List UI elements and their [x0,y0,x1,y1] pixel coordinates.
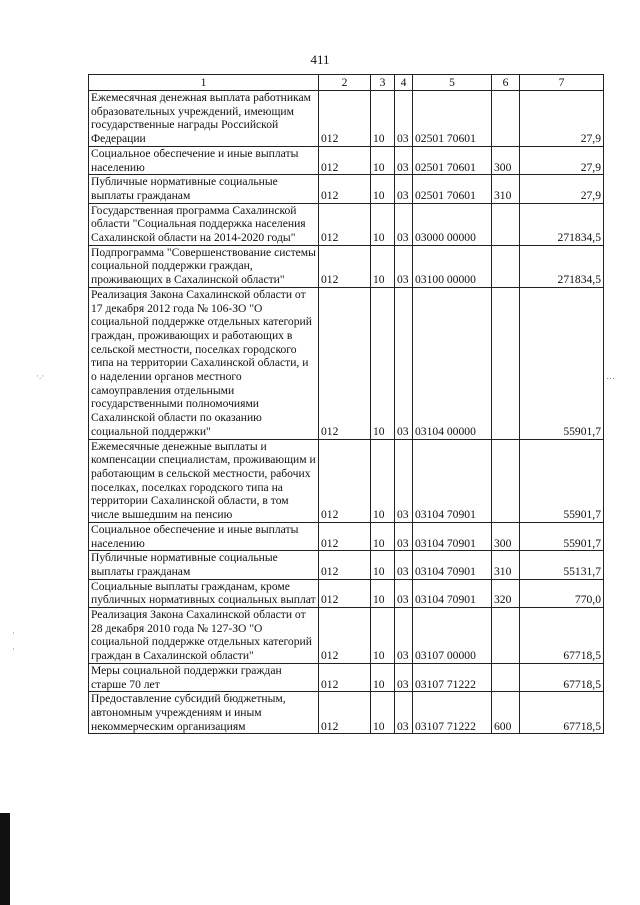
ministry-code: 012 [319,146,371,174]
expense-type-code [492,663,520,691]
expense-type-code: 310 [492,175,520,203]
expense-type-code: 600 [492,692,520,734]
amount: 55901,7 [520,439,604,522]
amount: 27,9 [520,91,604,147]
ministry-code: 012 [319,175,371,203]
ministry-code: 012 [319,579,371,607]
target-article-code: 03107 00000 [413,608,492,664]
table-row [89,692,604,734]
column-header: 3 [371,75,395,91]
scan-speck: · [12,644,15,654]
expense-type-code: 320 [492,579,520,607]
row-name: Ежемесячные денежные выплаты и компенсации специалистам, проживающим и работающим в сельской местности, рабочих поселках, поселках городского типа на территории Сахалинской области, в том числе вышедшим на пенсию [89,439,319,522]
table-row [89,245,604,287]
row-name: Предоставление субсидий бюджетным, автономным учреждениям и иным некоммерческим организациям [89,692,319,734]
column-header: 5 [413,75,492,91]
ministry-code: 012 [319,203,371,245]
subsection-code: 03 [395,287,413,439]
row-name: Реализация Закона Сахалинской области от 28 декабря 2010 года № 127-ЗО "О социальной поддержке отдельных категорий граждан в Сахалинской области" [89,608,319,664]
target-article-code: 03000 00000 [413,203,492,245]
expense-type-code [492,287,520,439]
amount: 67718,5 [520,663,604,691]
table-row [89,175,604,203]
ministry-code: 012 [319,692,371,734]
section-code: 10 [371,203,395,245]
row-name: Реализация Закона Сахалинской области от 17 декабря 2012 года № 106-ЗО "О социальной поддержке отдельных категорий граждан, проживающих и работающих в сельской местности, поселках городского типа на территории Сахалинской области, и о наделении органов местного самоуправления отдельными государственными полномочиями Сахалинской области по оказанию социальной поддержки" [89,287,319,439]
subsection-code: 03 [395,579,413,607]
target-article-code: 03100 00000 [413,245,492,287]
expense-type-code [492,203,520,245]
row-name: Публичные нормативные социальные выплаты гражданам [89,175,319,203]
table-row [89,287,604,439]
row-name: Социальные выплаты гражданам, кроме публичных нормативных социальных выплат [89,579,319,607]
section-code: 10 [371,692,395,734]
subsection-code: 03 [395,692,413,734]
scan-speck: … [606,371,615,381]
row-name: Меры социальной поддержки граждан старше 70 лет [89,663,319,691]
expense-type-code: 300 [492,146,520,174]
target-article-code: 02501 70601 [413,91,492,147]
subsection-code: 03 [395,608,413,664]
table-row [89,551,604,579]
expense-type-code [492,245,520,287]
ministry-code: 012 [319,522,371,550]
subsection-code: 03 [395,146,413,174]
table-row [89,608,604,664]
column-header: 6 [492,75,520,91]
expense-type-code [492,439,520,522]
amount: 27,9 [520,175,604,203]
table-row [89,579,604,607]
table-row [89,522,604,550]
target-article-code: 03104 70901 [413,439,492,522]
subsection-code: 03 [395,245,413,287]
section-code: 10 [371,439,395,522]
column-header: 7 [520,75,604,91]
row-name: Ежемесячная денежная выплата работникам образовательных учреждений, имеющим государственные награды Российской Федерации [89,91,319,147]
table-row [89,91,604,147]
section-code: 10 [371,91,395,147]
ministry-code: 012 [319,439,371,522]
row-name: Публичные нормативные социальные выплаты гражданам [89,551,319,579]
page-number: 411 [310,52,330,67]
ministry-code: 012 [319,91,371,147]
column-header: 1 [89,75,319,91]
ministry-code: 012 [319,287,371,439]
target-article-code: 03104 00000 [413,287,492,439]
amount: 271834,5 [520,203,604,245]
amount: 55131,7 [520,551,604,579]
amount: 55901,7 [520,287,604,439]
expense-type-code [492,91,520,147]
subsection-code: 03 [395,551,413,579]
amount: 55901,7 [520,522,604,550]
subsection-code: 03 [395,91,413,147]
expense-type-code [492,608,520,664]
column-header: 4 [395,75,413,91]
target-article-code: 02501 70601 [413,146,492,174]
expense-type-code: 310 [492,551,520,579]
subsection-code: 03 [395,175,413,203]
amount: 271834,5 [520,245,604,287]
ministry-code: 012 [319,608,371,664]
column-header: 2 [319,75,371,91]
ministry-code: 012 [319,551,371,579]
section-code: 10 [371,287,395,439]
ministry-code: 012 [319,245,371,287]
table-row [89,203,604,245]
subsection-code: 03 [395,522,413,550]
subsection-code: 03 [395,203,413,245]
amount: 67718,5 [520,692,604,734]
ministry-code: 012 [319,663,371,691]
section-code: 10 [371,551,395,579]
subsection-code: 03 [395,663,413,691]
row-name: Государственная программа Сахалинской области "Социальная поддержка населения Сахалинской области на 2014-2020 годы" [89,203,319,245]
amount: 770,0 [520,579,604,607]
table-row [89,439,604,522]
amount: 67718,5 [520,608,604,664]
table-header-row [89,75,604,91]
section-code: 10 [371,146,395,174]
target-article-code: 02501 70601 [413,175,492,203]
expense-type-code: 300 [492,522,520,550]
section-code: 10 [371,175,395,203]
row-name: Социальное обеспечение и иные выплаты населению [89,522,319,550]
row-name: Подпрограмма "Совершенствование системы социальной поддержки граждан, проживающих в Сахалинской области" [89,245,319,287]
budget-table [88,74,604,734]
table-row [89,663,604,691]
section-code: 10 [371,579,395,607]
target-article-code: 03104 70901 [413,551,492,579]
binding-edge [0,813,10,905]
section-code: 10 [371,245,395,287]
table-row [89,146,604,174]
section-code: 10 [371,663,395,691]
target-article-code: 03104 70901 [413,522,492,550]
target-article-code: 03104 70901 [413,579,492,607]
scan-speck: · [12,628,15,638]
section-code: 10 [371,522,395,550]
scan-speck: ·.· [36,371,45,381]
row-name: Социальное обеспечение и иные выплаты населению [89,146,319,174]
target-article-code: 03107 71222 [413,663,492,691]
subsection-code: 03 [395,439,413,522]
section-code: 10 [371,608,395,664]
target-article-code: 03107 71222 [413,692,492,734]
amount: 27,9 [520,146,604,174]
